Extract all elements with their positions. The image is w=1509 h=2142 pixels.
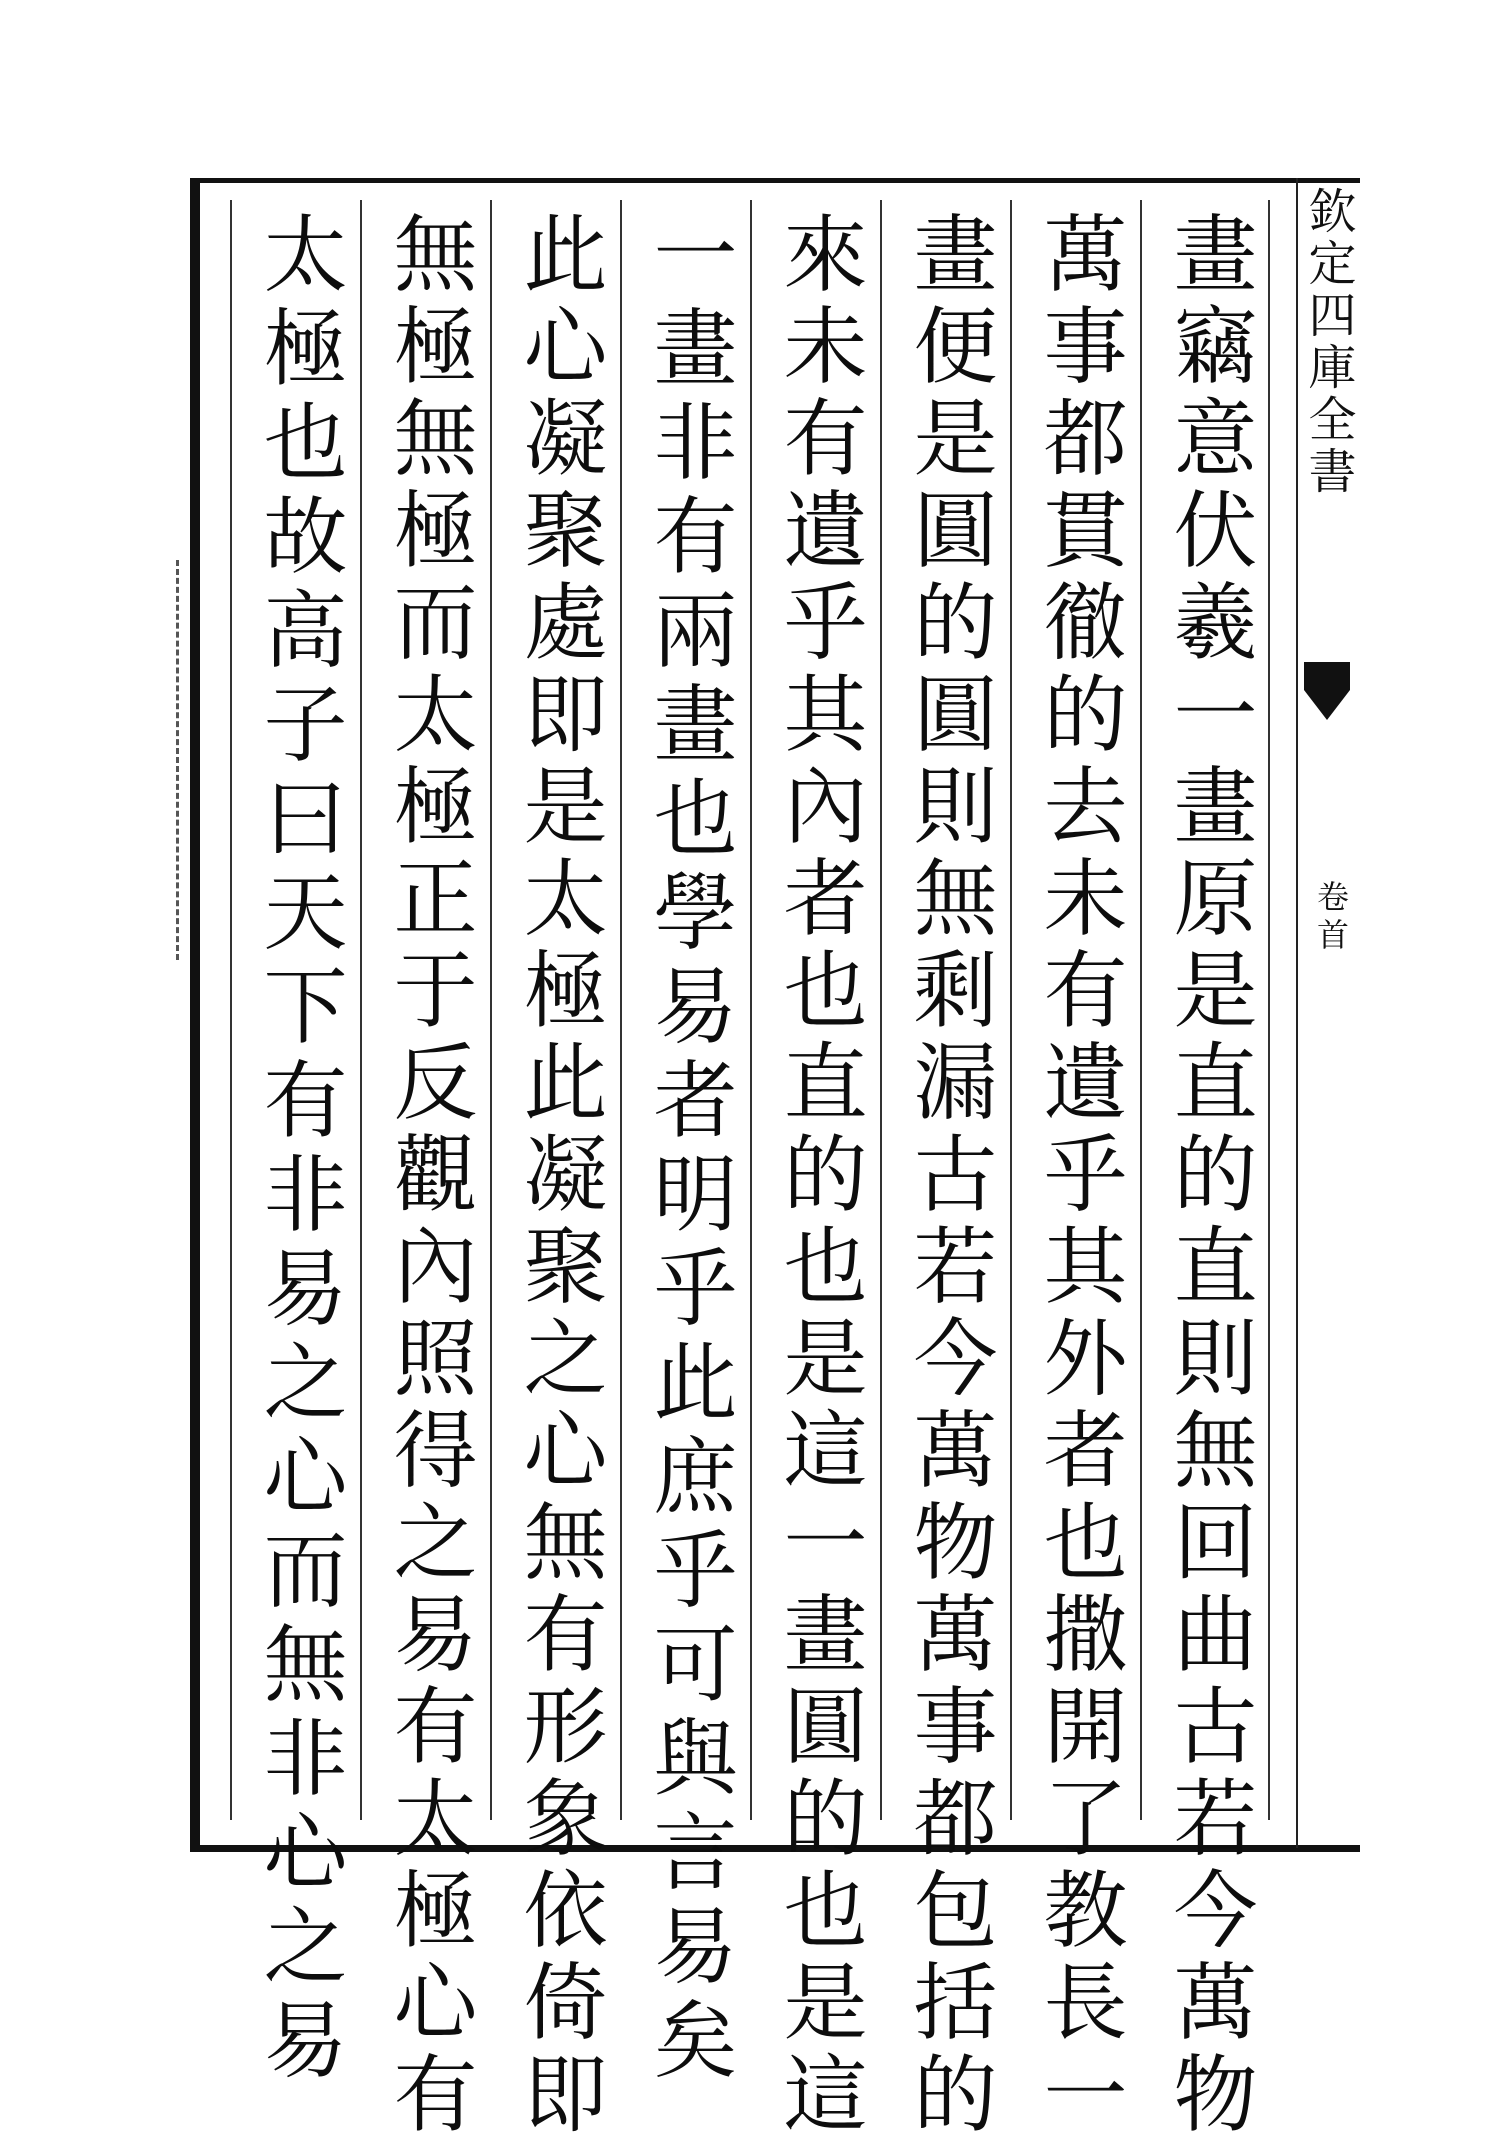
margin-title: 欽定四庫全書 (1300, 186, 1356, 498)
text-column (490, 200, 620, 2142)
text-column (360, 200, 490, 2142)
text-column (1140, 200, 1270, 2142)
text-columns (210, 200, 1290, 2142)
column-text: 一畫非有兩畫也學易者明乎此庶乎可與言易矣 (640, 210, 738, 2090)
column-text: 畫便是圓的圓則無剩漏古若今萬物萬事都包括的 (900, 210, 998, 2142)
juan-label: 卷首 (1312, 880, 1350, 956)
column-text: 畫竊意伏羲一畫原是直的直則無回曲古若今萬物 (1160, 210, 1258, 2142)
column-text: 無極無極而太極正于反觀內照得之易有太極心有 (380, 210, 478, 2142)
column-text: 此心凝聚處即是太極此凝聚之心無有形象依倚即 (510, 210, 608, 2142)
text-column (230, 200, 360, 2090)
text-column (620, 200, 750, 2090)
fish-tail-mark (1302, 660, 1352, 730)
text-column (880, 200, 1010, 2142)
column-text: 太極也故高子曰天下有非易之心而無非心之易 (250, 210, 348, 2090)
column-text: 來未有遺乎其內者也直的也是這一畫圓的也是這 (770, 210, 868, 2142)
column-text: 萬事都貫徹的去未有遺乎其外者也撒開了教長一 (1030, 210, 1128, 2142)
text-column (750, 200, 880, 2142)
binding-edge (176, 560, 193, 960)
text-column (1010, 200, 1140, 2142)
